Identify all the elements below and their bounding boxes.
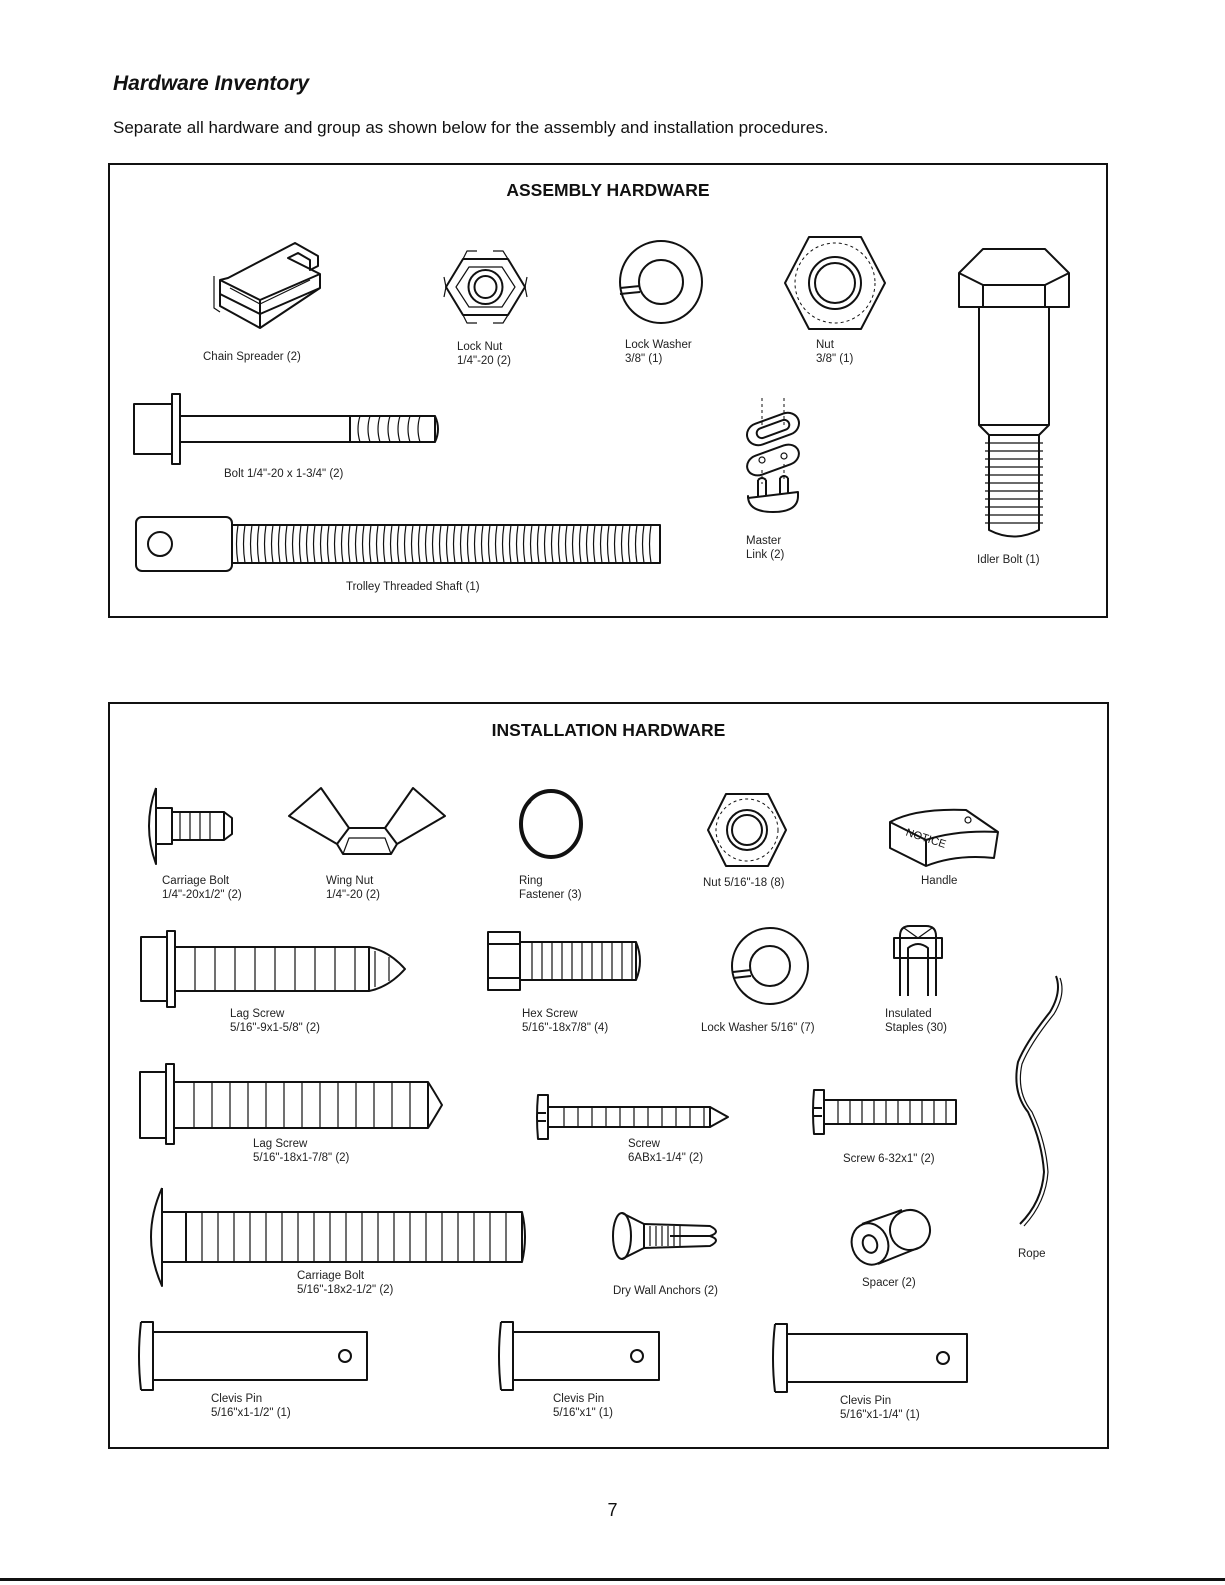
handle-imprint: NOTICE	[904, 826, 948, 851]
bolt-icon	[132, 392, 442, 467]
lock-nut-icon	[443, 247, 528, 327]
clevis-pin-a-label: Clevis Pin 5/16"x1-1/2" (1)	[211, 1393, 291, 1419]
clevis-pin-c-icon	[773, 1322, 971, 1394]
screw-6ab-icon	[534, 1093, 730, 1141]
carriage-bolt-large-label: Carriage Bolt 5/16"-18x2-1/2" (2)	[297, 1270, 394, 1296]
bolt-label: Bolt 1/4"-20 x 1-3/4" (2)	[224, 468, 344, 480]
wing-nut-label: Wing Nut 1/4"-20 (2)	[326, 875, 380, 901]
ring-fastener-icon	[517, 788, 585, 860]
lag-screw-b-label: Lag Screw 5/16"-18x1-7/8" (2)	[253, 1138, 350, 1164]
dry-wall-anchor-icon	[610, 1210, 725, 1262]
handle-label: Handle	[921, 875, 958, 887]
insulated-staples-label: Insulated Staples (30)	[885, 1008, 948, 1034]
assembly-heading: ASSEMBLY HARDWARE	[506, 180, 710, 200]
lock-nut-label: Lock Nut 1/4"-20 (2)	[457, 341, 511, 367]
insulated-staples-icon	[890, 922, 946, 998]
clevis-pin-b-label: Clevis Pin 5/16"x1" (1)	[553, 1393, 613, 1419]
carriage-bolt-small-label: Carriage Bolt 1/4"-20x1/2" (2)	[162, 875, 242, 901]
trolley-shaft-icon	[134, 515, 664, 573]
dry-wall-anchors-label: Dry Wall Anchors (2)	[613, 1285, 719, 1297]
clevis-pin-b-icon	[499, 1320, 663, 1392]
lag-screw-b-icon	[138, 1062, 444, 1146]
screw-632-icon	[810, 1088, 960, 1136]
trolley-shaft-label: Trolley Threaded Shaft (1)	[346, 581, 480, 593]
master-link-icon	[742, 398, 804, 516]
rope-icon	[1006, 972, 1066, 1228]
carriage-bolt-small-icon	[140, 786, 240, 866]
clevis-pin-c-label: Clevis Pin 5/16"x1-1/4" (1)	[840, 1395, 920, 1421]
idler-bolt-icon	[955, 245, 1073, 545]
spacer-icon	[848, 1206, 934, 1268]
hex-screw-label: Hex Screw 5/16"-18x7/8" (4)	[522, 1008, 609, 1034]
nut-label: Nut 3/8" (1)	[816, 339, 854, 365]
handle-icon	[886, 806, 1004, 870]
rope-label: Rope	[1018, 1248, 1046, 1260]
screw-632-label: Screw 6-32x1" (2)	[843, 1153, 935, 1165]
screw-6ab-label: Screw 6ABx1-1/4" (2)	[628, 1138, 704, 1164]
idler-bolt-label: Idler Bolt (1)	[977, 554, 1040, 566]
installation-heading: INSTALLATION HARDWARE	[491, 720, 726, 740]
nut-small-label: Nut 5/16"-18 (8)	[703, 877, 785, 889]
ring-fastener-label: Ring Fastener (3)	[519, 875, 582, 901]
nut-icon	[783, 233, 887, 333]
chain-spreader-icon	[200, 228, 340, 343]
clevis-pin-a-icon	[139, 1320, 371, 1392]
wing-nut-icon	[287, 786, 447, 858]
lock-washer-small-label: Lock Washer 5/16" (7)	[701, 1022, 815, 1034]
lock-washer-label: Lock Washer 3/8" (1)	[625, 339, 692, 365]
nut-small-icon	[706, 792, 788, 868]
page-title: Hardware Inventory	[113, 72, 310, 95]
spacer-label: Spacer (2)	[862, 1277, 916, 1289]
bottom-rule	[0, 1578, 1225, 1581]
master-link-label: Master Link (2)	[746, 535, 785, 561]
lock-washer-small-icon	[729, 924, 811, 1008]
lag-screw-a-label: Lag Screw 5/16"-9x1-5/8" (2)	[230, 1008, 320, 1034]
intro-text: Separate all hardware and group as shown below for the assembly and installation procedures.	[113, 118, 829, 137]
hex-screw-icon	[486, 930, 646, 992]
chain-spreader-label: Chain Spreader (2)	[203, 351, 301, 363]
lag-screw-a-icon	[139, 929, 407, 1009]
page-number: 7	[607, 1500, 618, 1520]
lock-washer-icon	[618, 236, 704, 328]
